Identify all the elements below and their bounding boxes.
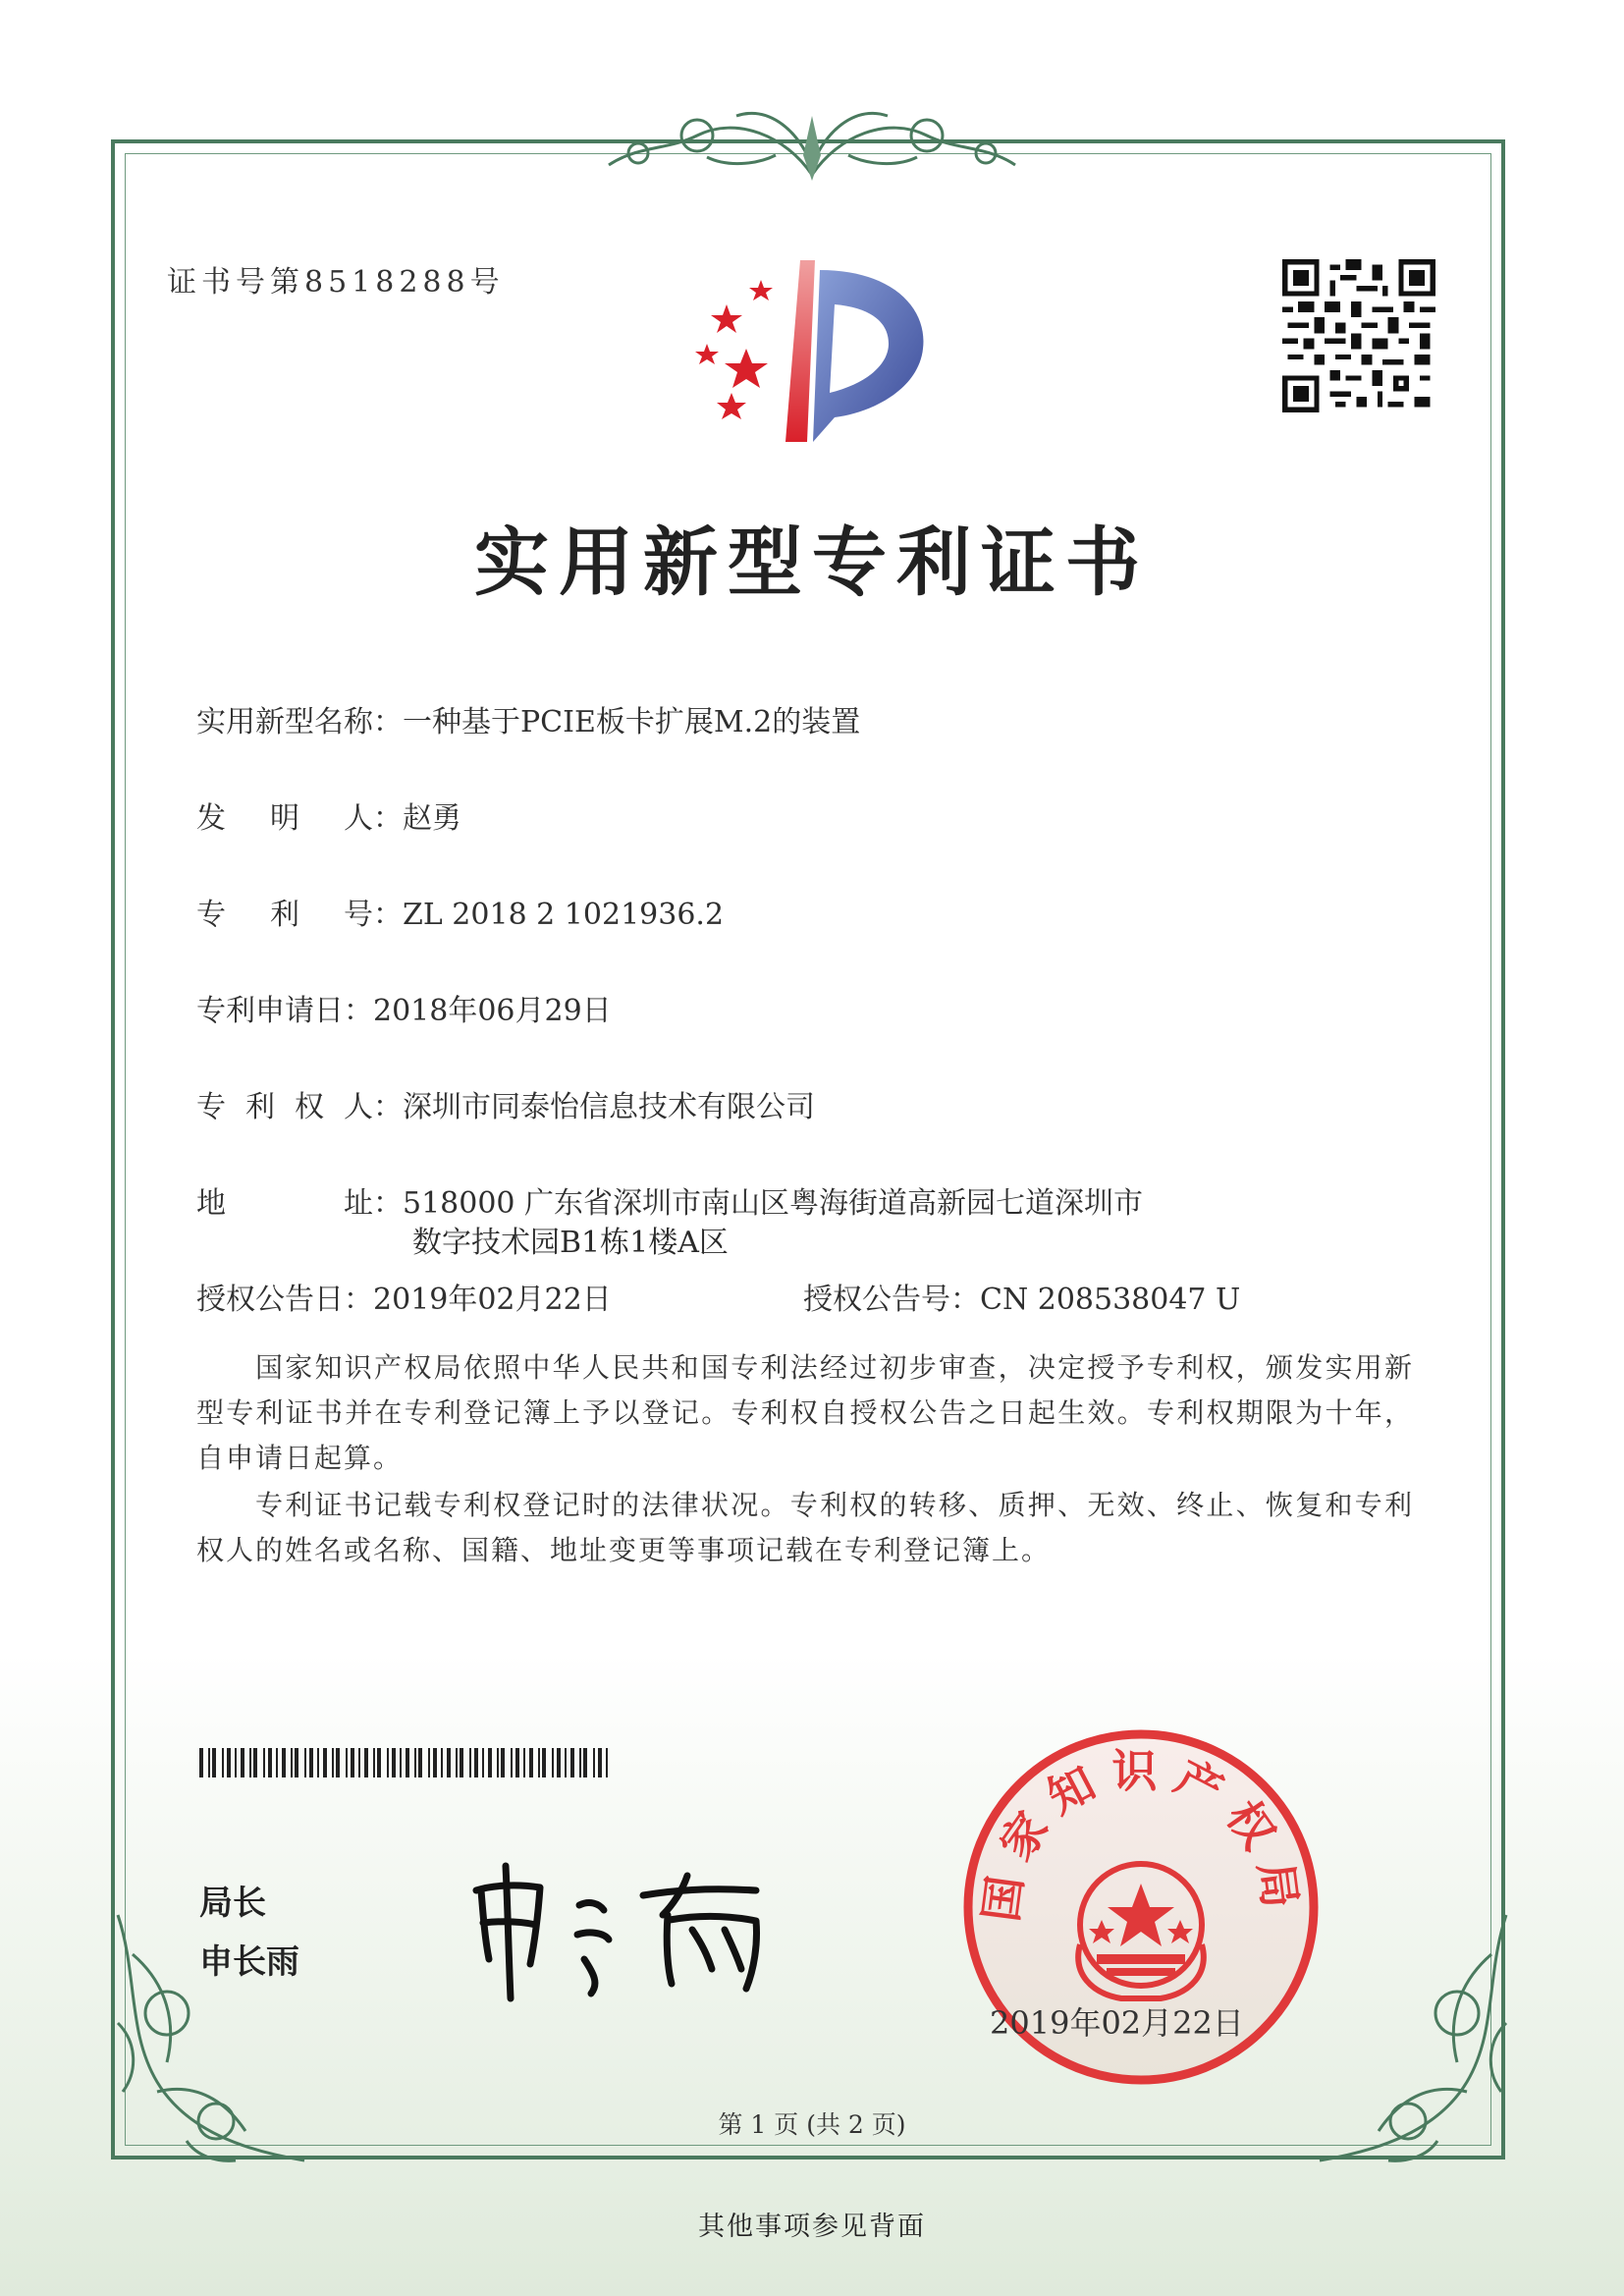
legal-paragraph-2: 专利证书记载专利权登记时的法律状况。专利权的转移、质押、无效、终止、恢复和专利权人的姓名或名称、国籍、地址变更等事项记载在专利登记簿上。 bbox=[196, 1489, 1414, 1566]
field-label: 专 利 权 人 bbox=[196, 1090, 373, 1124]
field-label: 专利申请日： bbox=[196, 994, 373, 1028]
field-value: 518000 广东省深圳市南山区粤海街道高新园七道深圳市 bbox=[403, 1186, 1144, 1221]
certificate-number: 证书号第8518288号 bbox=[167, 265, 505, 300]
field-grant-date bbox=[196, 1275, 612, 1318]
field-label: 地 址 bbox=[196, 1186, 373, 1221]
field-value: ZL 2018 2 1021936.2 bbox=[403, 898, 725, 932]
field-label: 实用新型名称： bbox=[196, 705, 403, 739]
bottom-note: 其他事项参见背面 bbox=[698, 2212, 926, 2242]
field-value: CN 208538047 U bbox=[980, 1283, 1241, 1317]
field-label: 发 明 人 bbox=[196, 801, 373, 836]
field-patent-number: 专 利 号 ：ZL 2018 2 1021936.2 bbox=[196, 890, 724, 933]
field-value: 2018年06月29日 bbox=[373, 994, 612, 1028]
field-label: 专 利 号 bbox=[196, 898, 373, 932]
field-inventor: 发 明 人 ：赵勇 bbox=[196, 793, 461, 837]
certificate-title: 实用新型专利证书 bbox=[474, 519, 1150, 606]
field-grant-number bbox=[803, 1275, 1240, 1318]
cnipa-logo-icon bbox=[687, 250, 943, 452]
field-address: 地 址 ：518000 广东省深圳市南山区粤海街道高新园七道深圳市 bbox=[196, 1178, 1143, 1222]
svg-text:国家知识产权局: 国家知识产权局 bbox=[974, 1744, 1309, 1925]
seal-date: 2019年02月22日 bbox=[990, 2004, 1244, 2042]
director-signature-icon bbox=[461, 1836, 815, 2003]
barcode-icon bbox=[199, 1748, 612, 1777]
director-title: 局长 bbox=[199, 1884, 266, 1923]
field-utility-model-name bbox=[196, 697, 860, 740]
field-value: 一种基于PCIE板卡扩展M.2的装置 bbox=[403, 705, 861, 739]
director-name: 申长雨 bbox=[199, 1942, 299, 1982]
qr-code-icon bbox=[1282, 259, 1435, 412]
field-application-date bbox=[196, 986, 612, 1029]
top-ornament-icon bbox=[579, 96, 1045, 187]
field-label: 授权公告日： bbox=[196, 1283, 373, 1317]
field-value: 2019年02月22日 bbox=[373, 1283, 612, 1317]
page-indicator: 第 1 页 (共 2 页) bbox=[718, 2110, 906, 2139]
legal-paragraph-1: 国家知识产权局依照中华人民共和国专利法经过初步审查，决定授予专利权，颁发实用新型专利证书并在专利登记簿上予以登记。专利权自授权公告之日起生效。专利权期限为十年，自申请日起算。 bbox=[196, 1351, 1414, 1474]
field-value: 赵勇 bbox=[403, 801, 461, 836]
field-label: 授权公告号： bbox=[803, 1283, 980, 1317]
field-value: 深圳市同泰怡信息技术有限公司 bbox=[403, 1090, 815, 1124]
field-address-line2: 数字技术园B1栋1楼A区 bbox=[412, 1226, 729, 1260]
field-patentee: 专 利 权 人 ：深圳市同泰怡信息技术有限公司 bbox=[196, 1082, 815, 1125]
